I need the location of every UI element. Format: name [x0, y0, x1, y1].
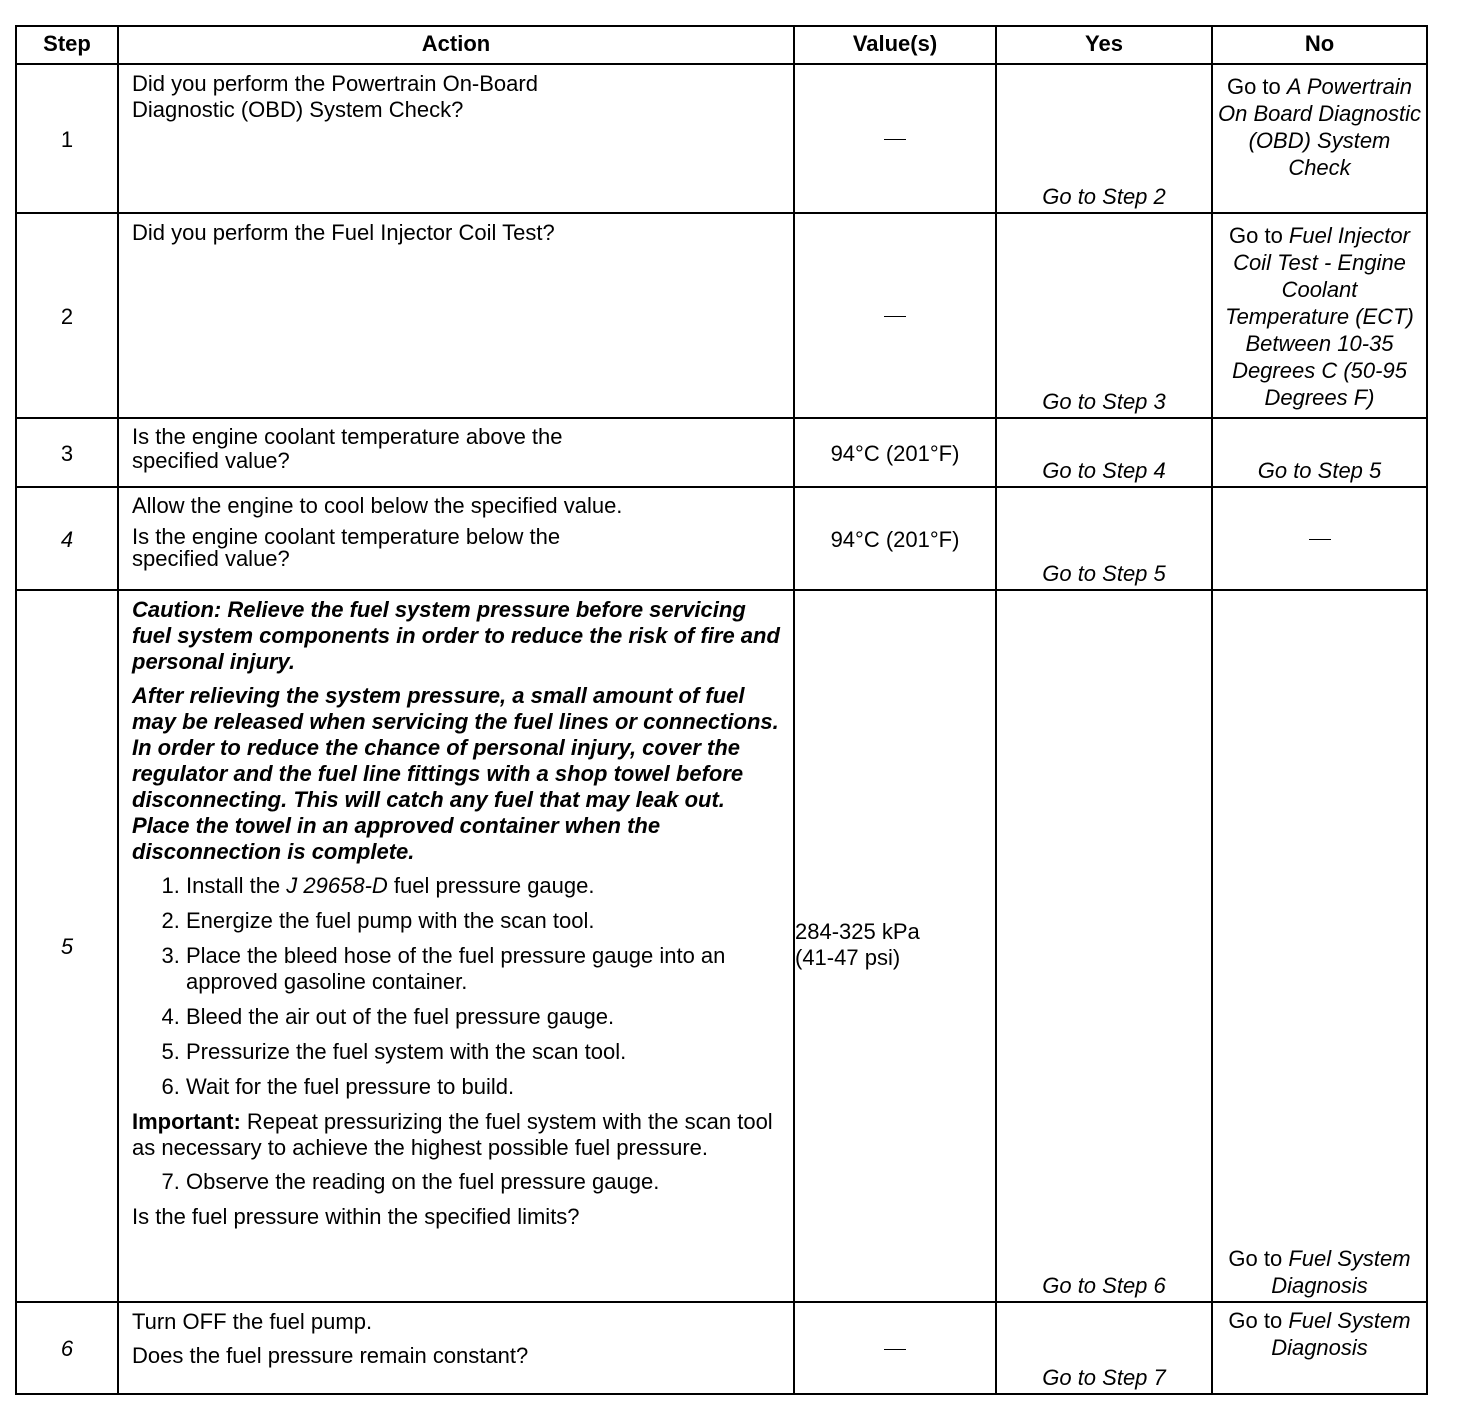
- empty-value-dash: [884, 139, 906, 140]
- action-text: Turn OFF the fuel pump.: [132, 1309, 373, 1334]
- tool-reference[interactable]: J 29658-D: [286, 873, 388, 898]
- list-item: 6. Wait for the fuel pressure to build.: [186, 1074, 781, 1100]
- yes-link[interactable]: Go to Step 3: [1042, 389, 1166, 414]
- action-text: Is the engine coolant temperature above the specified value?: [132, 424, 563, 473]
- header-row: [17, 27, 1426, 63]
- table-row: 5 Caution: Relieve the fuel system pressure before servicing fuel system components in order to reduce the risk of fire and personal injury. After relieving the system pressure, a small amount of fuel may be released when servicing the fuel lines or connections. In order to reduce the chance of personal injury, cover the regulator and the fuel line fittings with a shop towel before disconnecting. This will catch any fuel that may leak out. Place the towel in an approved container when the disconnection is complete. 1. Install the J 29658-D fuel pressure gauge. 2. Energize the fuel pump with the scan tool. 3. Place the bleed hose of the fuel pressure gauge into an approved gasoline container. 4. Bleed the air out of the fuel pressure gauge. 5. Pressurize the fuel system with the scan tool. 6. Wait for the fuel pressure to build. Important: Repeat pressurizing the fuel system with the scan tool as necessary to achieve the highest possible fuel pressure. 7. Observe the reading on the fuel pressure gauge. Is the fuel pressure within the specified limits? 284-325 kPa (41-47 psi) Go to Step 6 Go to Fuel System Diagnosis: [17, 589, 1426, 1303]
- step-number: 4: [60, 526, 74, 552]
- procedure-list-continued: [132, 1169, 781, 1195]
- action-text: Did you perform the Powertrain On-Board Diagnostic (OBD) System Check?: [132, 71, 538, 122]
- action-text: Allow the engine to cool below the specified value.: [132, 493, 623, 518]
- yes-link[interactable]: Go to Step 2: [1042, 184, 1166, 209]
- yes-link[interactable]: Go to Step 7: [1042, 1365, 1166, 1390]
- header-values: Value(s): [793, 27, 995, 63]
- action-question: Is the engine coolant temperature below the specified value?: [132, 524, 561, 571]
- spec-value-psi: (41-47 psi): [795, 945, 901, 970]
- step-number: 6: [60, 1336, 74, 1361]
- table-row: 1 Did you perform the Powertrain On-Board Diagnostic (OBD) System Check? Go to Step 2 Go to A Powertrain On Board Diagnostic (OBD) System Check: [17, 63, 1426, 214]
- no-link[interactable]: Fuel System Diagnosis: [1271, 1246, 1411, 1298]
- procedure-list: [132, 873, 781, 1100]
- important-note: Important: Repeat pressurizing the fuel system with the scan tool as necessary to achieve the highest possible fuel pressure.: [132, 1109, 773, 1160]
- table-row: 6 Turn OFF the fuel pump. Does the fuel pressure remain constant? Go to Step 7 Go to Fuel System Diagnosis: [17, 1301, 1426, 1395]
- no-link[interactable]: Fuel System Diagnosis: [1271, 1308, 1411, 1360]
- caution-note: Caution: Relieve the fuel system pressure before servicing fuel system components in order to reduce the risk of fire and personal injury.: [132, 597, 780, 674]
- spec-value: 284-325 kPa: [795, 919, 920, 944]
- action-question: Is the fuel pressure within the specified limits?: [132, 1204, 580, 1229]
- empty-value-dash: [884, 316, 906, 317]
- list-item: 1. Install the J 29658-D fuel pressure gauge.: [186, 873, 781, 899]
- header-action: Action: [117, 27, 793, 63]
- table-row: [17, 486, 1426, 591]
- yes-link[interactable]: Go to Step 4: [1042, 458, 1166, 483]
- step-number: 2: [60, 303, 74, 329]
- list-item: 2. Energize the fuel pump with the scan tool.: [186, 908, 781, 934]
- no-link[interactable]: Go to Step 5: [1257, 458, 1382, 483]
- no-link[interactable]: Fuel Injector Coil Test - Engine Coolant Temperature (ECT) Between 10-35 Degrees C (50-95 Degrees F): [1225, 223, 1414, 410]
- step-number: 1: [60, 126, 74, 152]
- yes-link[interactable]: Go to Step 5: [1042, 561, 1166, 586]
- list-item: 4. Bleed the air out of the fuel pressure gauge.: [186, 1004, 781, 1030]
- no-link[interactable]: A Powertrain On Board Diagnostic (OBD) System Check: [1218, 74, 1421, 180]
- diagnostic-table: [15, 25, 1428, 1395]
- spec-value: 94°C (201°F): [830, 440, 960, 466]
- yes-link[interactable]: Go to Step 6: [1042, 1273, 1166, 1298]
- header-yes: Yes: [995, 27, 1211, 63]
- action-question: Does the fuel pressure remain constant?: [132, 1343, 529, 1368]
- caution-detail: After relieving the system pressure, a small amount of fuel may be released when servicing the fuel lines or connections. In order to reduce the chance of personal injury, cover the regulator and the fuel line fittings with a shop towel before disconnecting. This will catch any fuel that may leak out. Place the towel in an approved container when the disconnection is complete.: [132, 683, 779, 864]
- step-number: 5: [60, 934, 74, 959]
- table-row: 2 Did you perform the Fuel Injector Coil Test? Go to Step 3 Go to Fuel Injector Coil Test - Engine Coolant Temperature (ECT) Between 10-35 Degrees C (50-95 Degrees F): [17, 212, 1426, 419]
- action-text: Did you perform the Fuel Injector Coil Test?: [132, 220, 555, 245]
- table-row: [17, 417, 1426, 488]
- list-item: 7. Observe the reading on the fuel pressure gauge.: [186, 1169, 781, 1195]
- empty-value-dash: [884, 1349, 906, 1350]
- list-item: 5. Pressurize the fuel system with the scan tool.: [186, 1039, 781, 1065]
- header-step: Step: [43, 31, 91, 56]
- empty-value-dash: [1309, 539, 1331, 540]
- list-item: 3. Place the bleed hose of the fuel pressure gauge into an approved gasoline container.: [186, 943, 781, 995]
- spec-value: 94°C (201°F): [830, 526, 960, 552]
- header-no: No: [1211, 27, 1426, 63]
- step-number: 3: [60, 440, 74, 466]
